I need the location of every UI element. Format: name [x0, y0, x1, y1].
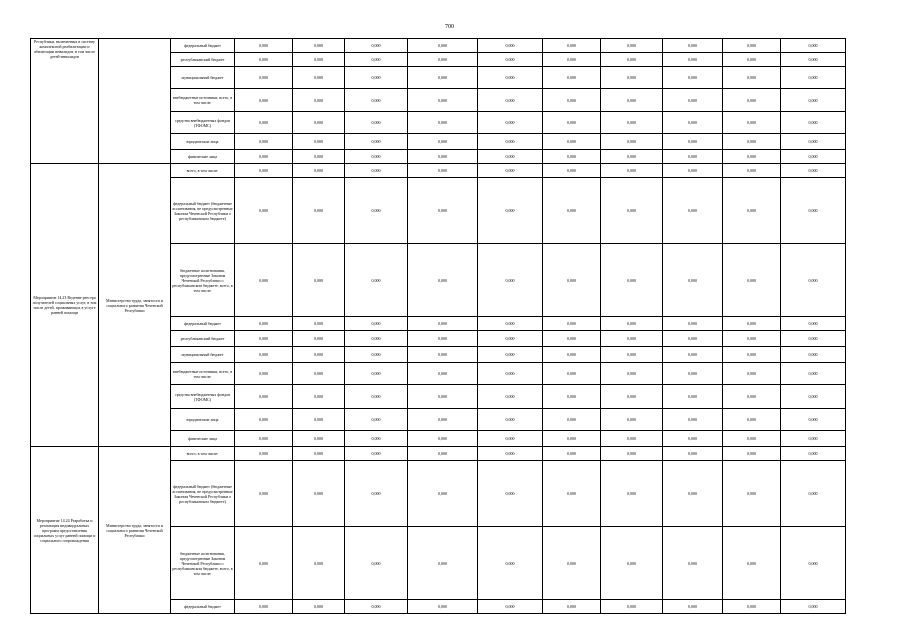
value-cell: 0,000 [408, 89, 478, 112]
value-cell: 0,000 [408, 461, 478, 527]
value-cell: 0,000 [293, 527, 345, 600]
value-cell: 0,000 [601, 600, 663, 614]
value-cell: 0,000 [235, 347, 293, 363]
value-cell: 0,000 [601, 150, 663, 164]
value-cell: 0,000 [235, 244, 293, 317]
value-cell: 0,000 [543, 409, 601, 431]
value-cell: 0,000 [478, 112, 543, 134]
value-cell: 0,000 [345, 244, 408, 317]
value-cell: 0,000 [543, 53, 601, 67]
value-cell: 0,000 [543, 331, 601, 347]
value-cell: 0,000 [723, 527, 781, 600]
value-cell: 0,000 [478, 600, 543, 614]
value-cell: 0,000 [601, 53, 663, 67]
value-cell: 0,000 [723, 178, 781, 244]
value-cell: 0,000 [478, 67, 543, 89]
value-cell: 0,000 [345, 409, 408, 431]
funding-source: средства внебюджетных фондов (ТФОМС) [171, 112, 235, 134]
value-cell: 0,000 [663, 67, 723, 89]
value-cell: 0,000 [408, 244, 478, 317]
funding-source: внебюджетные источники, всего, в том числе: [171, 89, 235, 112]
value-cell: 0,000 [408, 363, 478, 385]
value-cell: 0,000 [543, 164, 601, 178]
value-cell: 0,000 [345, 89, 408, 112]
value-cell: 0,000 [408, 164, 478, 178]
value-cell: 0,000 [235, 164, 293, 178]
value-cell: 0,000 [408, 53, 478, 67]
value-cell: 0,000 [345, 461, 408, 527]
table-row [31, 447, 846, 461]
value-cell: 0,000 [293, 244, 345, 317]
value-cell: 0,000 [663, 150, 723, 164]
value-cell: 0,000 [781, 178, 846, 244]
value-cell: 0,000 [601, 67, 663, 89]
value-cell: 0,000 [663, 409, 723, 431]
value-cell: 0,000 [601, 39, 663, 53]
value-cell: 0,000 [723, 67, 781, 89]
funding-source: бюджетные ассигнования, предусмотренные Законом Чеченской Республики о республиканском бюджете, всего, в том числе: [171, 244, 235, 317]
value-cell: 0,000 [478, 431, 543, 447]
value-cell: 0,000 [601, 347, 663, 363]
value-cell: 0,000 [408, 331, 478, 347]
funding-source: федеральный бюджет (бюджетные ассигнования, не предусмотренные Законом Чеченской Республики о республиканском бюджете) [171, 461, 235, 527]
value-cell: 0,000 [601, 134, 663, 150]
value-cell: 0,000 [235, 67, 293, 89]
value-cell: 0,000 [408, 409, 478, 431]
funding-source: всего, в том числе: [171, 447, 235, 461]
executor-cell: Министерство труда, занятости и социального развития Чеченской Республики [99, 447, 171, 614]
value-cell: 0,000 [723, 363, 781, 385]
value-cell: 0,000 [723, 112, 781, 134]
value-cell: 0,000 [293, 39, 345, 53]
value-cell: 0,000 [478, 385, 543, 409]
value-cell: 0,000 [235, 39, 293, 53]
value-cell: 0,000 [543, 461, 601, 527]
value-cell: 0,000 [663, 600, 723, 614]
value-cell: 0,000 [543, 39, 601, 53]
measure-name: Мероприятие 14.23 Ведение реестра получателей социальных услуг, в том числе детей, проживающих в услуге ранней помощи [31, 164, 99, 447]
value-cell: 0,000 [663, 134, 723, 150]
value-cell: 0,000 [781, 89, 846, 112]
table-row [31, 39, 846, 53]
funding-source: физические лица [171, 431, 235, 447]
value-cell: 0,000 [478, 317, 543, 331]
value-cell: 0,000 [723, 409, 781, 431]
value-cell: 0,000 [478, 39, 543, 53]
funding-source: федеральный бюджет [171, 600, 235, 614]
value-cell: 0,000 [345, 527, 408, 600]
value-cell: 0,000 [235, 527, 293, 600]
value-cell: 0,000 [293, 150, 345, 164]
value-cell: 0,000 [293, 134, 345, 150]
value-cell: 0,000 [408, 431, 478, 447]
value-cell: 0,000 [663, 164, 723, 178]
value-cell: 0,000 [478, 347, 543, 363]
value-cell: 0,000 [663, 39, 723, 53]
value-cell: 0,000 [293, 53, 345, 67]
value-cell: 0,000 [293, 317, 345, 331]
value-cell: 0,000 [235, 431, 293, 447]
value-cell: 0,000 [478, 89, 543, 112]
value-cell: 0,000 [345, 164, 408, 178]
value-cell: 0,000 [781, 112, 846, 134]
value-cell: 0,000 [345, 112, 408, 134]
value-cell: 0,000 [781, 244, 846, 317]
value-cell: 0,000 [663, 53, 723, 67]
value-cell: 0,000 [781, 461, 846, 527]
value-cell: 0,000 [345, 178, 408, 244]
value-cell: 0,000 [723, 331, 781, 347]
value-cell: 0,000 [408, 317, 478, 331]
value-cell: 0,000 [293, 385, 345, 409]
value-cell: 0,000 [235, 461, 293, 527]
value-cell: 0,000 [345, 363, 408, 385]
value-cell: 0,000 [663, 89, 723, 112]
value-cell: 0,000 [543, 385, 601, 409]
value-cell: 0,000 [543, 317, 601, 331]
value-cell: 0,000 [408, 150, 478, 164]
value-cell: 0,000 [663, 447, 723, 461]
funding-source: юридические лица [171, 409, 235, 431]
value-cell: 0,000 [408, 178, 478, 244]
value-cell: 0,000 [543, 431, 601, 447]
value-cell: 0,000 [235, 600, 293, 614]
value-cell: 0,000 [293, 164, 345, 178]
value-cell: 0,000 [723, 53, 781, 67]
value-cell: 0,000 [723, 150, 781, 164]
value-cell: 0,000 [663, 317, 723, 331]
value-cell: 0,000 [235, 409, 293, 431]
value-cell: 0,000 [781, 363, 846, 385]
value-cell: 0,000 [408, 134, 478, 150]
value-cell: 0,000 [478, 134, 543, 150]
value-cell: 0,000 [543, 363, 601, 385]
value-cell: 0,000 [408, 600, 478, 614]
value-cell: 0,000 [345, 447, 408, 461]
value-cell: 0,000 [293, 431, 345, 447]
funding-source: федеральный бюджет [171, 39, 235, 53]
value-cell: 0,000 [235, 150, 293, 164]
value-cell: 0,000 [723, 347, 781, 363]
table-body [31, 39, 846, 614]
value-cell: 0,000 [601, 385, 663, 409]
value-cell: 0,000 [663, 347, 723, 363]
funding-source: бюджетные ассигнования, предусмотренные Законом Чеченской Республики о республиканском бюджете, всего, в том числе: [171, 527, 235, 600]
value-cell: 0,000 [543, 447, 601, 461]
value-cell: 0,000 [663, 244, 723, 317]
value-cell: 0,000 [345, 53, 408, 67]
value-cell: 0,000 [663, 385, 723, 409]
value-cell: 0,000 [601, 164, 663, 178]
value-cell: 0,000 [781, 527, 846, 600]
value-cell: 0,000 [543, 134, 601, 150]
value-cell: 0,000 [478, 461, 543, 527]
value-cell: 0,000 [601, 317, 663, 331]
executor-cell: Министерство труда, занятости и социального развития Чеченской Республики [99, 164, 171, 447]
value-cell: 0,000 [543, 347, 601, 363]
value-cell: 0,000 [235, 447, 293, 461]
value-cell: 0,000 [293, 363, 345, 385]
value-cell: 0,000 [408, 39, 478, 53]
value-cell: 0,000 [293, 331, 345, 347]
value-cell: 0,000 [543, 178, 601, 244]
funding-source: федеральный бюджет [171, 317, 235, 331]
value-cell: 0,000 [478, 363, 543, 385]
value-cell: 0,000 [601, 363, 663, 385]
funding-source: физические лица [171, 150, 235, 164]
value-cell: 0,000 [345, 134, 408, 150]
value-cell: 0,000 [543, 527, 601, 600]
value-cell: 0,000 [345, 431, 408, 447]
value-cell: 0,000 [781, 447, 846, 461]
value-cell: 0,000 [293, 600, 345, 614]
value-cell: 0,000 [723, 244, 781, 317]
value-cell: 0,000 [235, 89, 293, 112]
value-cell: 0,000 [601, 461, 663, 527]
value-cell: 0,000 [723, 461, 781, 527]
value-cell: 0,000 [235, 178, 293, 244]
value-cell: 0,000 [781, 67, 846, 89]
value-cell: 0,000 [408, 527, 478, 600]
funding-source: республиканский бюджет [171, 331, 235, 347]
value-cell: 0,000 [543, 89, 601, 112]
value-cell: 0,000 [781, 347, 846, 363]
value-cell: 0,000 [293, 67, 345, 89]
value-cell: 0,000 [293, 89, 345, 112]
page-number: 700 [445, 24, 454, 30]
value-cell: 0,000 [663, 331, 723, 347]
value-cell: 0,000 [345, 600, 408, 614]
value-cell: 0,000 [408, 112, 478, 134]
value-cell: 0,000 [601, 112, 663, 134]
funding-source: муниципальный бюджет [171, 67, 235, 89]
value-cell: 0,000 [723, 134, 781, 150]
value-cell: 0,000 [781, 150, 846, 164]
value-cell: 0,000 [723, 39, 781, 53]
value-cell: 0,000 [663, 461, 723, 527]
value-cell: 0,000 [235, 112, 293, 134]
value-cell: 0,000 [478, 178, 543, 244]
value-cell: 0,000 [478, 244, 543, 317]
value-cell: 0,000 [723, 89, 781, 112]
funding-source: федеральный бюджет (бюджетные ассигнования, не предусмотренные Законом Чеченской Республики о республиканском бюджете) [171, 178, 235, 244]
value-cell: 0,000 [723, 317, 781, 331]
budget-table [30, 38, 846, 614]
value-cell: 0,000 [663, 178, 723, 244]
value-cell: 0,000 [543, 112, 601, 134]
value-cell: 0,000 [478, 527, 543, 600]
value-cell: 0,000 [478, 53, 543, 67]
value-cell: 0,000 [781, 600, 846, 614]
value-cell: 0,000 [478, 409, 543, 431]
value-cell: 0,000 [293, 461, 345, 527]
value-cell: 0,000 [345, 347, 408, 363]
value-cell: 0,000 [293, 347, 345, 363]
value-cell: 0,000 [781, 134, 846, 150]
value-cell: 0,000 [543, 244, 601, 317]
value-cell: 0,000 [478, 150, 543, 164]
value-cell: 0,000 [408, 347, 478, 363]
value-cell: 0,000 [723, 600, 781, 614]
measure-name: Республики, включенных в систему комплексной реабилитации и абилитации инвалидов, в том числе детей-инвалидов [31, 39, 99, 164]
value-cell: 0,000 [478, 447, 543, 461]
value-cell: 0,000 [723, 164, 781, 178]
value-cell: 0,000 [663, 363, 723, 385]
value-cell: 0,000 [408, 385, 478, 409]
value-cell: 0,000 [235, 317, 293, 331]
value-cell: 0,000 [408, 67, 478, 89]
funding-source: всего, в том числе: [171, 164, 235, 178]
value-cell: 0,000 [235, 53, 293, 67]
value-cell: 0,000 [601, 244, 663, 317]
value-cell: 0,000 [601, 331, 663, 347]
executor-cell [99, 39, 171, 164]
value-cell: 0,000 [723, 447, 781, 461]
value-cell: 0,000 [781, 39, 846, 53]
value-cell: 0,000 [235, 134, 293, 150]
funding-source: юридические лица [171, 134, 235, 150]
value-cell: 0,000 [408, 447, 478, 461]
value-cell: 0,000 [235, 385, 293, 409]
value-cell: 0,000 [601, 447, 663, 461]
value-cell: 0,000 [663, 112, 723, 134]
table-row [31, 164, 846, 178]
value-cell: 0,000 [543, 67, 601, 89]
value-cell: 0,000 [723, 385, 781, 409]
value-cell: 0,000 [543, 600, 601, 614]
funding-source: муниципальный бюджет [171, 347, 235, 363]
value-cell: 0,000 [781, 409, 846, 431]
value-cell: 0,000 [601, 431, 663, 447]
value-cell: 0,000 [723, 431, 781, 447]
funding-source: средства внебюджетных фондов (ТФОМС) [171, 385, 235, 409]
value-cell: 0,000 [781, 53, 846, 67]
value-cell: 0,000 [601, 527, 663, 600]
value-cell: 0,000 [293, 409, 345, 431]
value-cell: 0,000 [345, 39, 408, 53]
value-cell: 0,000 [345, 331, 408, 347]
value-cell: 0,000 [663, 431, 723, 447]
measure-name: Мероприятие 14.24 Разработка и реализация индивидуальных программ предоставления социальных услуг ранней помощи и социального сопровождения [31, 447, 99, 614]
value-cell: 0,000 [293, 447, 345, 461]
value-cell: 0,000 [345, 385, 408, 409]
value-cell: 0,000 [601, 409, 663, 431]
value-cell: 0,000 [345, 317, 408, 331]
value-cell: 0,000 [601, 89, 663, 112]
value-cell: 0,000 [235, 331, 293, 347]
value-cell: 0,000 [663, 527, 723, 600]
funding-source: республиканский бюджет [171, 53, 235, 67]
value-cell: 0,000 [478, 164, 543, 178]
value-cell: 0,000 [345, 150, 408, 164]
value-cell: 0,000 [293, 178, 345, 244]
value-cell: 0,000 [601, 178, 663, 244]
value-cell: 0,000 [781, 317, 846, 331]
value-cell: 0,000 [345, 67, 408, 89]
value-cell: 0,000 [781, 431, 846, 447]
funding-source: внебюджетные источники, всего, в том числе: [171, 363, 235, 385]
value-cell: 0,000 [478, 331, 543, 347]
value-cell: 0,000 [781, 164, 846, 178]
value-cell: 0,000 [543, 150, 601, 164]
value-cell: 0,000 [781, 385, 846, 409]
value-cell: 0,000 [293, 112, 345, 134]
value-cell: 0,000 [781, 331, 846, 347]
value-cell: 0,000 [235, 363, 293, 385]
